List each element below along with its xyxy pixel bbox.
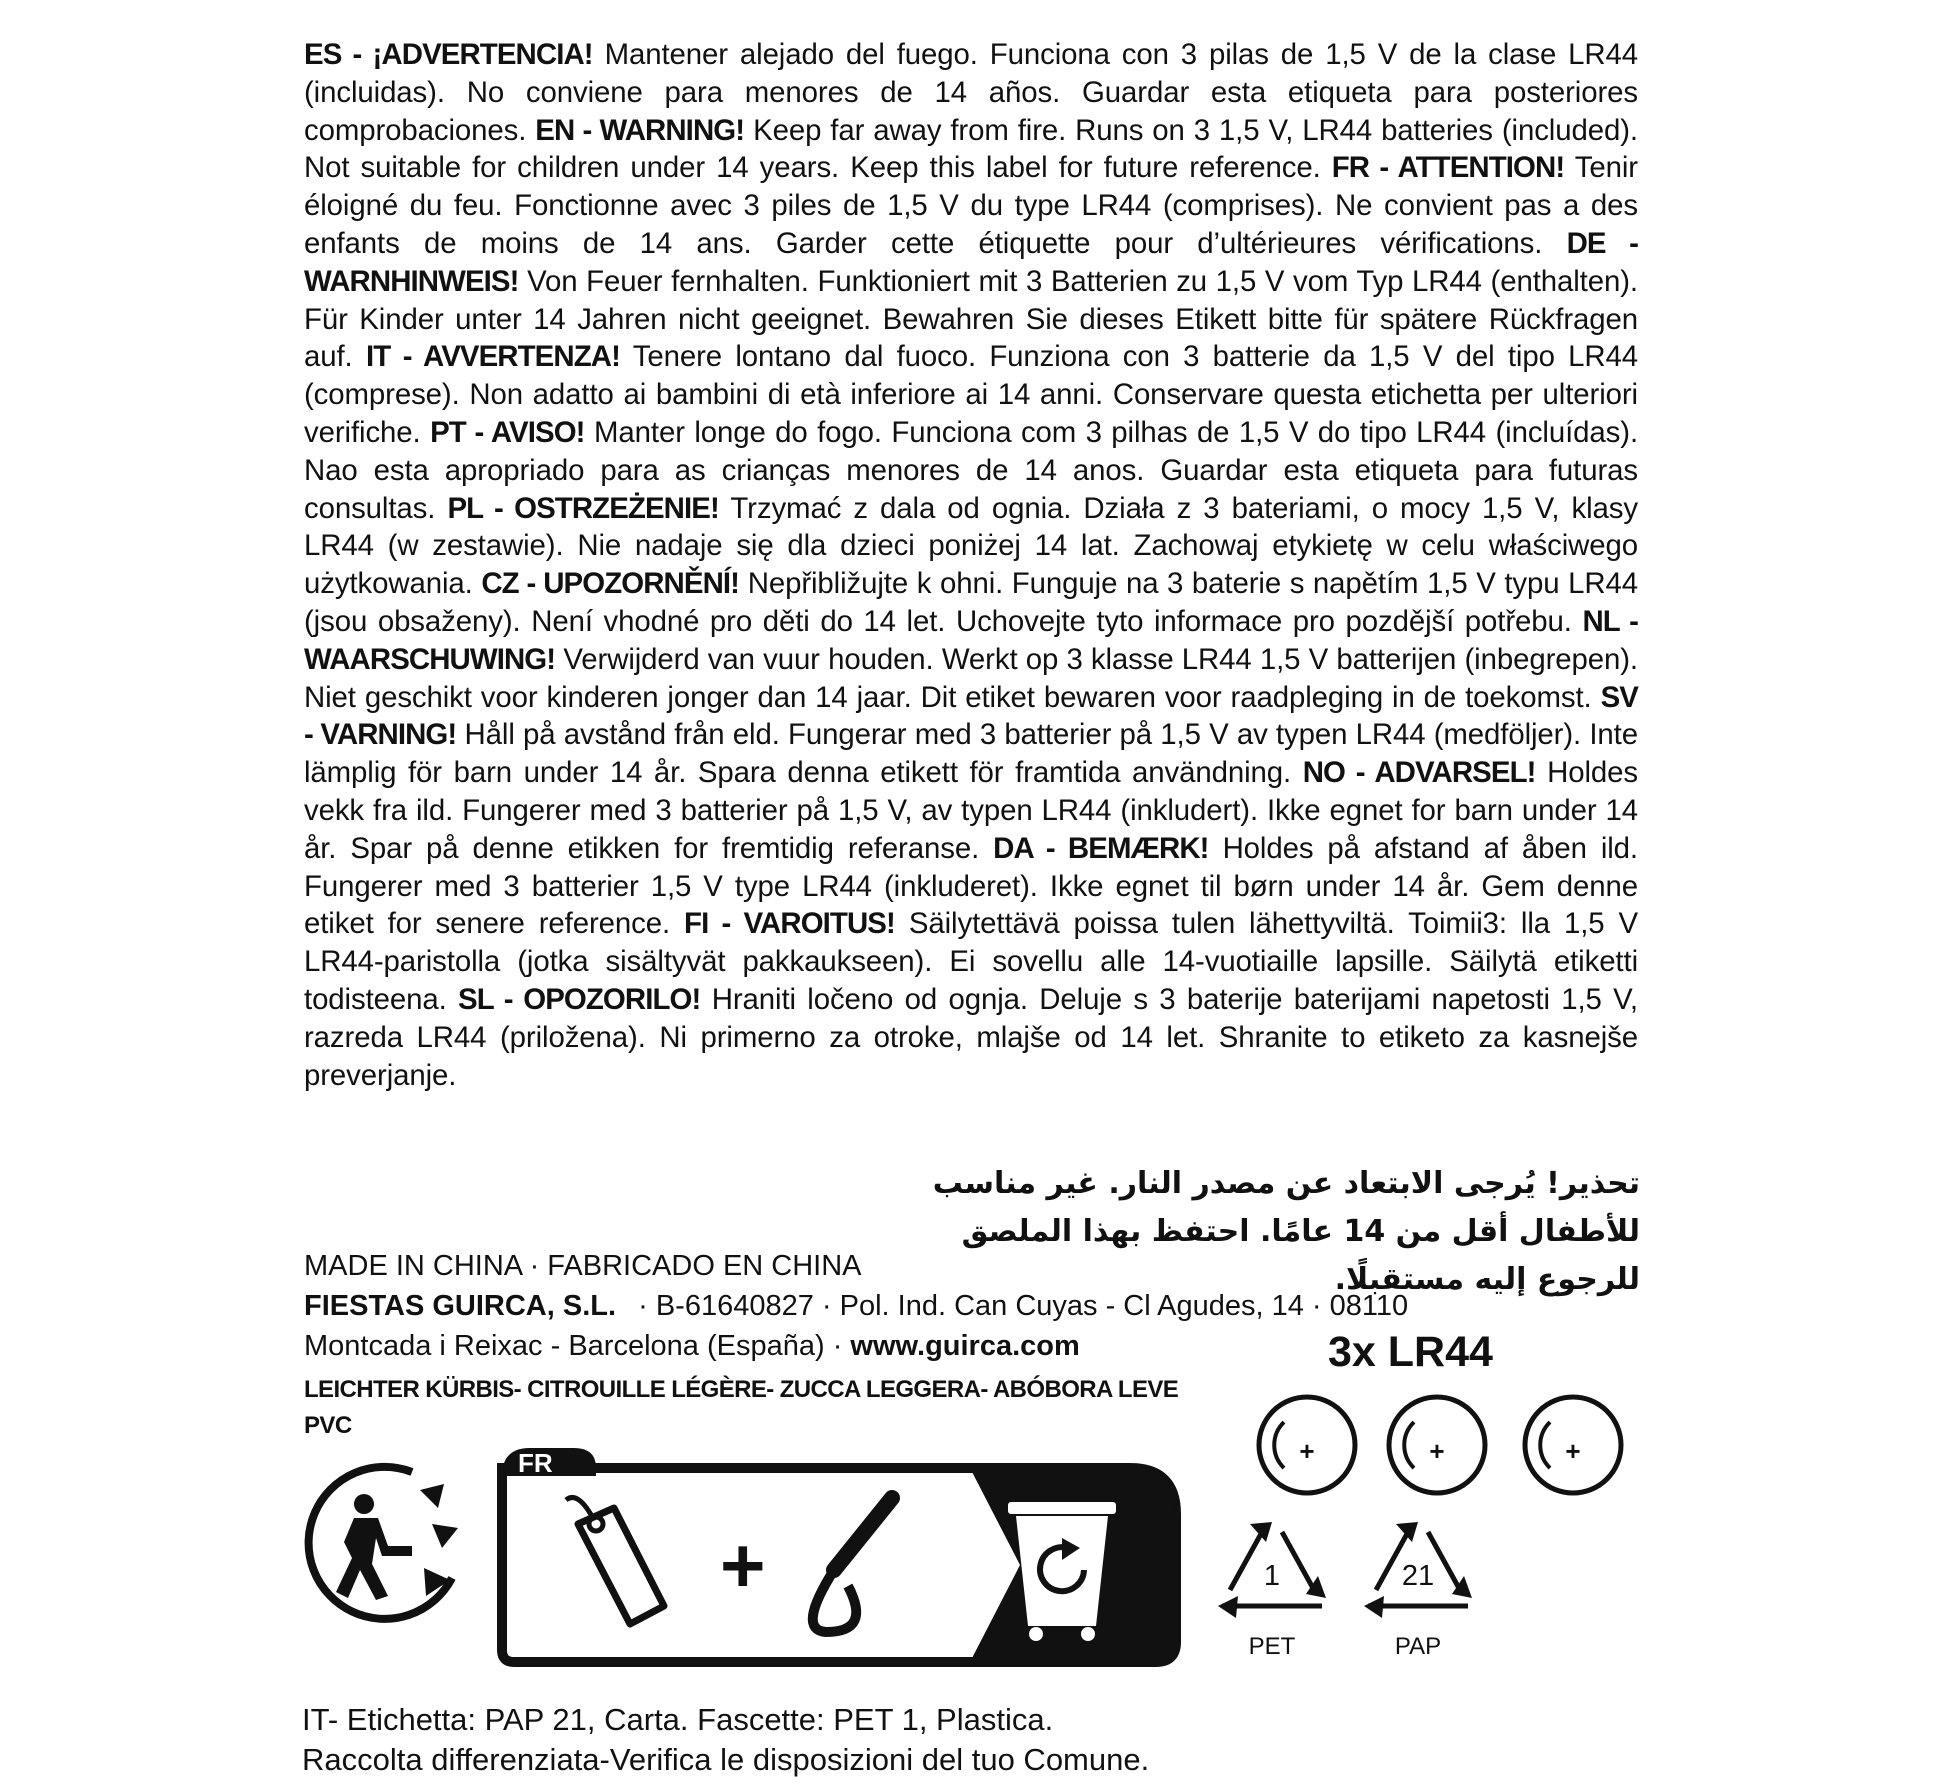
warning-text: Keep far away from fire. Runs on 3 1,5 V, LR44 batteries (included). Not suitable for children under 14 years. Keep this label for future reference. xyxy=(304,113,1638,185)
warning-text: Tenere lontano dal fuoco. Funziona con 3 batterie da 1,5 V del tipo LR44 (comprese). Non adatto ai bambini di età inferiore ai 14 anni. Conservare questa etichetta per ulteriori verifiche. xyxy=(304,340,1639,449)
multilingual-warnings xyxy=(304,36,1638,1094)
product-names: LEICHTER KÜRBIS- CITROUILLE LÉGÈRE- ZUCCA LEGGERA- ABÓBORA LEVE xyxy=(304,1376,1179,1403)
made-in-line: MADE IN CHINA · FABRICADO EN CHINA xyxy=(304,1250,862,1282)
warning-code: FI - VAROITUS! xyxy=(684,907,895,941)
company-line xyxy=(304,1286,1408,1326)
battery-plus: + xyxy=(1299,1436,1315,1466)
warning-code: DE - WARNHINWEIS! xyxy=(304,226,1638,298)
triman-info-panel xyxy=(496,1420,1186,1668)
product-material: PVC xyxy=(304,1412,352,1439)
battery-icon xyxy=(1520,1392,1626,1498)
battery-icon xyxy=(1384,1392,1490,1498)
warning-text: Manter longe do fogo. Funciona com 3 pilhas de 1,5 V do tipo LR44 (incluídas). Nao esta apropriado para as crianças menores de 14 anos. Guardar esta etiqueta para futuras consultas. xyxy=(304,415,1639,525)
city-line xyxy=(304,1326,1408,1366)
warning-code: CZ - UPOZORNĚNÍ! xyxy=(481,567,740,601)
warning-text: Hraniti ločeno od ognja. Deluje s 3 baterije baterijami napetosti 1,5 V, razreda LR44 (priložena). Ni primerno za otroke, mlajše od 14 let. Shranite to etiketo za kasnejše preverjanje. xyxy=(304,982,1638,1092)
website-link[interactable]: www.guirca.com xyxy=(850,1330,1080,1362)
arabic-warning: تحذير! يُرجى الابتعاد عن مصدر النار. غير مناسب للأطفال أقل من 14 عامًا. احتفظ بهذا الملصق للرجوع إليه مستقبلًا. xyxy=(932,1166,1640,1297)
triman-plus: + xyxy=(720,1521,766,1609)
manufacturer-info xyxy=(304,1246,1408,1366)
tag-icon xyxy=(566,1498,664,1625)
battery-plus: + xyxy=(1429,1436,1445,1466)
warning-code: PT - AVISO! xyxy=(430,415,585,449)
battery-plus: + xyxy=(1565,1436,1581,1466)
warning-text: Håll på avstånd från eld. Fungerar med 3 batterier på 1,5 V av typen LR44 (medföljer). Inte lämplig för barn under 14 år. Spara denna etikett för framtida användning. xyxy=(304,718,1638,790)
company-name: FIESTAS GUIRCA, S.L. xyxy=(304,1290,617,1322)
pet-code: 1 xyxy=(1263,1560,1281,1592)
warning-text: Nepřibližujte k ohni. Funguje na 3 baterie s napětím 1,5 V typu LR44 (jsou obsaženy). Není vhodné pro děti do 14 let. Uchovejte tyto informace pro pozdější potřebu. xyxy=(304,567,1638,638)
warning-code: ES - ¡ADVERTENCIA! xyxy=(304,38,593,71)
warning-code: SV - VARNING! xyxy=(304,680,1638,752)
warning-code: DA - BEMÆRK! xyxy=(993,831,1209,865)
warning-code: EN - WARNING! xyxy=(535,113,745,147)
recycle-triangle-pet xyxy=(1210,1518,1334,1660)
pap-label: PAP xyxy=(1394,1633,1442,1660)
warning-code: NL - WAARSCHUWING! xyxy=(304,604,1639,676)
recycle-triangle-pap xyxy=(1356,1518,1480,1660)
warning-text: Tenir éloigné du feu. Fonctionne avec 3 piles de 1,5 V du type LR44 (comprises). Ne convient pas a des enfants de moins de 14 ans. Garder cette étiquette pour d’ultérieures vérifications. xyxy=(304,151,1638,260)
warning-text: Mantener alejado del fuego. Funciona con 3 pilas de 1,5 V de la clase LR44 (incluidas). No conviene para menores de 14 años. Guardar esta etiqueta para posteriores comprobaciones. xyxy=(304,38,1638,147)
footer-line-1: IT- Etichetta: PAP 21, Carta. Fascette: PET 1, Plastica. xyxy=(302,1702,1054,1737)
warning-text: Holdes vekk fra ild. Fungerer med 3 batterier på 1,5 V, av typen LR44 (inkludert). Ikke egnet for barn under 14 år. Spar på denne etikken for fremtidig referanse. xyxy=(304,756,1638,865)
pet-label: PET xyxy=(1248,1633,1296,1660)
italian-disposal-note xyxy=(302,1700,1149,1780)
warning-code: PL - OSTRZEŻENIE! xyxy=(447,491,719,525)
warning-text: Trzymać z dala od ognia. Działa z 3 bateriami, o mocy 1,5 V, klasy LR44 (w zestawie). Nie nadaje się dla dzieci poniżej 14 lat. Zachowaj etykietę w celu właściwego użytkowania. xyxy=(304,491,1638,601)
warning-text: Holdes på afstand af åben ild. Fungerer med 3 batterier 1,5 V type LR44 (inkluderet). Ikke egnet til børn under 14 år. Gem denne etiket for senere reference. xyxy=(304,831,1638,941)
triman-icon xyxy=(292,1450,472,1630)
warning-code: NO - ADVARSEL! xyxy=(1302,756,1536,790)
pap-code: 21 xyxy=(1401,1560,1435,1592)
warning-code: FR - ATTENTION! xyxy=(1331,151,1565,185)
city-address: Montcada i Reixac - Barcelona (España) · xyxy=(304,1330,843,1362)
fastener-icon xyxy=(813,1498,892,1632)
warning-text: Von Feuer fernhalten. Funktioniert mit 3 Batterien zu 1,5 V vom Typ LR44 (enthalten). Für Kinder unter 14 Jahren nicht geeignet. Bewahren Sie dieses Etikett bitte für spätere Rückfragen auf. xyxy=(304,264,1638,374)
company-address: · B-61640827 · Pol. Ind. Can Cuyas - Cl Agudes, 14 · 08110 xyxy=(638,1290,1409,1322)
battery-icon xyxy=(1254,1392,1360,1498)
warning-text: Säilytettävä poissa tulen lähettyviltä. Toimii3: lla 1,5 V LR44-paristolla (jotka sisältyvät pakkaukseen). Ei sovellu alle 14-vuotiaille lapsille. Säilytä etiketti todisteena. xyxy=(304,907,1638,1016)
warning-code: IT - AVVERTENZA! xyxy=(365,340,620,374)
warning-text: Verwijderd van vuur houden. Werkt op 3 klasse LR44 1,5 V batterijen (inbegrepen). Niet geschikt voor kinderen jonger dan 14 jaar. Dit etiket bewaren voor raadpleging in de toekomst. xyxy=(304,642,1638,714)
footer-line-2: Raccolta differenziata-Verifica le disposizioni del tuo Comune. xyxy=(302,1742,1150,1777)
warning-code: SL - OPOZORILO! xyxy=(458,982,701,1016)
battery-title: 3x LR44 xyxy=(1328,1328,1493,1376)
triman-country: FR xyxy=(518,1448,553,1478)
